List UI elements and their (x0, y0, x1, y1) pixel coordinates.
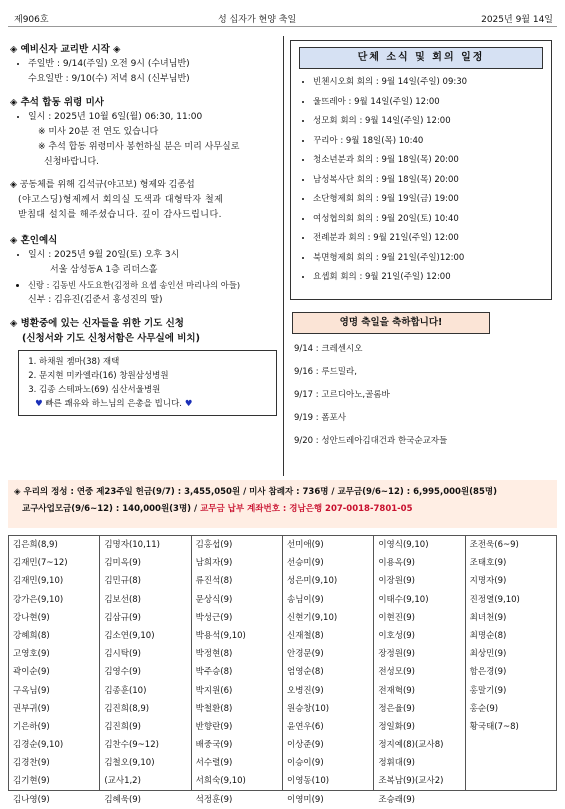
news-item: • 남성복사단 회의 : 9월 18일(목) 20:00 (313, 171, 551, 191)
prayer-item: 1. 하채원 젬마(38) 재택 (39, 355, 270, 369)
wedding-venue: 서울 삼성동A 1층 리더스홀 (50, 265, 158, 275)
donor-name: 이영식(9,10) (378, 540, 429, 550)
donor-name: 김재민(7~12) (13, 558, 68, 569)
donor-name: 김영수(9) (104, 667, 142, 678)
wedding-bride: 신부 : 김유진(김준서 홍성진의 딸) (28, 295, 163, 305)
donor-name: 김은희(8,9) (13, 540, 58, 550)
column-divider (283, 36, 284, 476)
donor-name: 김철오(9,10) (104, 758, 155, 769)
donor-name: 조복남(9)(교사2) (378, 776, 444, 787)
donor-name: 김경순(9,10) (13, 740, 64, 751)
donor-name: 박성근(9) (195, 612, 233, 623)
donor-name: 김종훈(10) (104, 685, 147, 696)
donor-name: 최명순(8) (469, 630, 507, 641)
donor-name: 홍말기(9) (469, 685, 507, 696)
donor-name: 이장원(9) (378, 576, 415, 587)
donor-name: 엄영순(8) (286, 667, 324, 678)
donor-name: 박주승(8) (195, 667, 233, 678)
donor-name: 최상민(9) (469, 649, 507, 660)
donor-name: 장정원(9) (378, 649, 415, 660)
donor-name: 이상준(9) (286, 740, 324, 751)
donor-name: 김기현(9) (13, 776, 50, 787)
feastday-item: 9/14 : 크레센시오 (294, 344, 363, 354)
donor-name: 조전욱(6~9) (469, 540, 519, 550)
prayer-item: 2. 문지현 미카엘라(16) 창원삼성병원 (39, 369, 270, 383)
donor-name: 정지예(8)(교사8) (378, 740, 444, 751)
donor-name: 황국태(7~8) (469, 721, 519, 732)
donor-name: 김미옥(9) (104, 558, 142, 569)
donor-name: 진정열(9,10) (469, 594, 520, 605)
wedding-title: ◈ 혼인예식 (10, 235, 58, 246)
donor-name: 성은미(9,10) (286, 576, 338, 587)
wedding-groom: • 신랑 : 김동빈 사도요한(김정하 요셉 송인선 마리나의 아들) (28, 278, 278, 293)
offering-line-2: 교구사업모금(9/6~12) : 140,000원(3명) / (22, 504, 201, 514)
offering-line-1: ◈ 우리의 정성 : 연중 제23주일 헌금(9/7) : 3,455,050원 / 미사 참례자 : 736명 / 교무금(9/6~12) : 6,995,000원(85명) (14, 487, 497, 497)
donor-name: 신재철(8) (286, 630, 324, 641)
donor-name: 정휘대(9) (378, 758, 415, 769)
donor-name: 오병진(9) (286, 685, 324, 696)
heart-icon: ♥ (184, 399, 193, 409)
names-column-1 (9, 536, 100, 805)
donor-name: 박정현(8) (195, 649, 233, 660)
donor-name: 안경문(9) (286, 649, 324, 660)
donor-name: 김혜욱(9) (104, 794, 142, 805)
names-column-2 (100, 536, 191, 805)
donor-name: 이현진(9) (378, 612, 415, 623)
names-column-6 (466, 536, 556, 790)
donor-name: 김민규(8) (104, 576, 142, 587)
donor-name: 선승미(9) (286, 558, 324, 569)
donor-name: 김홍섭(9) (195, 540, 233, 550)
donor-name: 김나영(9) (13, 794, 50, 805)
memorial-mass-list (10, 110, 278, 125)
donor-name: 김재민(9,10) (13, 576, 64, 587)
donor-name (466, 754, 556, 772)
donor-name: 이영동(10) (286, 776, 330, 787)
donor-name: 이영미(9) (286, 794, 324, 805)
news-item: • 청소년분과 회의 : 9월 18일(목) 20:00 (313, 151, 551, 171)
catechism-sunday: • 주일반 : 9/14(주일) 오전 9시 (수녀님반) (28, 57, 278, 72)
news-item: • 북면형제회 회의 : 9월 21일(주일)12:00 (313, 249, 551, 269)
thanks-paragraph (10, 178, 278, 223)
donor-name: 함은경(9) (469, 667, 507, 678)
thanks-line-3: 받침대 설치를 해주셨습니다. 깊이 감사드립니다. (18, 210, 223, 220)
donor-name: 이승이(9) (286, 758, 324, 769)
donor-name: 남희자(9) (195, 558, 233, 569)
news-item: • 성모회 회의 : 9월 14일(주일) 12:00 (313, 112, 551, 132)
donor-name: 이호성(9) (378, 630, 415, 641)
prayer-title: ◈ 병환중에 있는 신자들을 위한 기도 신청 (10, 318, 184, 329)
donor-name: 신현기(9,10) (286, 612, 338, 623)
donor-name (466, 736, 556, 754)
donor-name: 문상식(9) (195, 594, 233, 605)
donor-name: 원승창(10) (286, 703, 330, 714)
donor-name: 김진희(8,9) (104, 703, 150, 714)
news-box (290, 40, 552, 300)
donor-name: 윤연우(6) (286, 721, 324, 732)
donor-name: 이용옥(9) (378, 558, 415, 569)
donor-name: 조태호(9) (469, 558, 507, 569)
donor-name: 기은하(9) (13, 721, 50, 732)
donor-name: 박철환(8) (195, 703, 233, 714)
memorial-note-1: ※ 미사 20분 전 연도 있습니다 (38, 127, 159, 137)
donor-name: 김소연(9,10) (104, 630, 155, 641)
right-column (288, 40, 558, 453)
thanks-line-2: (야고스딩)형제께서 회의실 도색과 대형탁자 철제 (18, 195, 224, 205)
donor-name: 이태수(9,10) (378, 594, 429, 605)
offering-summary (8, 480, 557, 528)
feastday-box (290, 312, 550, 453)
donor-name: (교사1,2) (104, 776, 141, 787)
donor-name: 전성모(9) (378, 667, 415, 678)
news-title: 단체 소식 및 회의 일정 (299, 47, 543, 69)
donor-name: 정일화(9) (378, 721, 415, 732)
donor-name: 서희숙(9,10) (195, 776, 246, 787)
donor-name: 김경찬(9) (13, 758, 50, 769)
feastday-title: 영명 축일을 축하합니다! (292, 312, 490, 334)
bulletin-date: 2025년 9월 14일 (481, 15, 553, 25)
heart-icon: ♥ (35, 399, 43, 409)
donor-name: 선미애(9) (286, 540, 324, 550)
donor-name: 강혜희(8) (13, 630, 50, 641)
donor-name (466, 772, 556, 790)
donor-name: 권부귀(9) (13, 703, 50, 714)
news-item: • 여성협의회 회의 : 9월 20일(토) 10:40 (313, 210, 551, 230)
feastday-item: 9/17 : 고르디아노,골롬바 (294, 390, 390, 400)
donor-name: 고영호(9) (13, 649, 50, 660)
names-column-5 (374, 536, 465, 805)
feastday-item: 9/19 : 폼포사 (294, 413, 346, 423)
donor-name: 박지원(6) (195, 685, 233, 696)
names-column-4 (283, 536, 374, 805)
donor-name: 박용석(9,10) (195, 630, 246, 641)
donor-name: 서수렬(9) (195, 758, 233, 769)
wedding-list (10, 248, 278, 308)
announcements-column (10, 38, 278, 416)
donor-name: 강가은(9,10) (13, 594, 64, 605)
donor-name: 강나현(9) (13, 612, 50, 623)
donor-names-grid (8, 535, 557, 805)
donor-name: 조승래(9) (378, 794, 415, 805)
donor-name: 김명자(10,11) (104, 540, 160, 550)
donor-name: 송님이(9) (286, 594, 324, 605)
thanks-line-1: ◈ 공동체를 위해 김석규(야고보) 형제와 김종섭 (10, 180, 195, 190)
donor-name: 최녀천(9) (469, 612, 507, 623)
prayer-closing: 빠른 쾌유와 하느님의 은총을 빕니다. (45, 399, 183, 409)
account-number: 교무금 납부 계좌번호 : 경남은행 207-0018-7801-05 (200, 504, 413, 514)
memorial-mass-title: ◈ 추석 합동 위령 미사 (10, 97, 104, 108)
donor-name: 김삼규(9) (104, 612, 142, 623)
donor-name: 곽이순(9) (13, 667, 50, 678)
prayer-list (25, 355, 270, 397)
news-item: • 소단형제회 회의 : 9월 19일(금) 19:00 (313, 190, 551, 210)
feastday-list (290, 338, 550, 453)
news-item: • 빈첸시오회 회의 : 9월 14일(주일) 09:30 (313, 73, 551, 93)
wedding-date: • 일시 : 2025년 9월 20일(토) 오후 3시 (28, 248, 278, 263)
news-item: • 꾸리아 : 9월 18일(목) 10:40 (313, 132, 551, 152)
donor-name: 김보선(8) (104, 594, 142, 605)
prayer-item: 3. 김종 스테파노(69) 심산서울병원 (39, 383, 270, 397)
issue-number: 제906호 (14, 15, 49, 25)
feastday-item: 9/16 : 루드밀라, (294, 367, 357, 377)
donor-name: 구옥님(9) (13, 685, 50, 696)
news-item: • 전례분과 회의 : 9월 21일(주일) 12:00 (313, 229, 551, 249)
donor-name: 석정훈(9) (195, 794, 233, 805)
catechism-title: ◈ 예비신자 교리반 시작 ◈ (10, 44, 121, 55)
donor-name: 김시탁(9) (104, 649, 142, 660)
bulletin-header (8, 8, 557, 27)
donor-name: 정은율(9) (378, 703, 415, 714)
donor-name: 배중국(9) (195, 740, 233, 751)
donor-name: 김진희(9) (104, 721, 142, 732)
catechism-wednesday: 수요일반 : 9/10(수) 저녁 8시 (신부님반) (28, 74, 190, 84)
news-item: • 울뜨레아 : 9월 14일(주일) 12:00 (313, 93, 551, 113)
donor-name: 반향란(9) (195, 721, 233, 732)
memorial-note-2: ※ 추석 합동 위령미사 봉헌하실 분은 미리 사무실로 (38, 142, 240, 152)
names-column-3 (192, 536, 283, 805)
donor-name: 김찬수(9~12) (104, 740, 159, 751)
news-item: • 요셉회 회의 : 9월 21일(주일) 12:00 (313, 268, 551, 288)
donor-name: 전재혁(9) (378, 685, 415, 696)
feastday-item: 9/20 : 성안드레아김대건과 한국순교자들 (294, 436, 448, 446)
prayer-subtitle: (신청서와 기도 신청서함은 사무실에 비치) (22, 333, 200, 344)
memorial-note-3: 신청바랍니다. (44, 157, 100, 167)
donor-name: 지명자(9) (469, 576, 507, 587)
memorial-mass-date: • 일시 : 2025년 10월 6일(월) 06:30, 11:00 (28, 110, 278, 125)
feast-title: 성 십자가 현양 축일 (218, 15, 297, 25)
catechism-list (10, 57, 278, 87)
news-list (291, 73, 551, 288)
donor-name: 류진석(8) (195, 576, 233, 587)
donor-name: 홍순(9) (469, 703, 499, 714)
prayer-request-box (18, 350, 277, 416)
